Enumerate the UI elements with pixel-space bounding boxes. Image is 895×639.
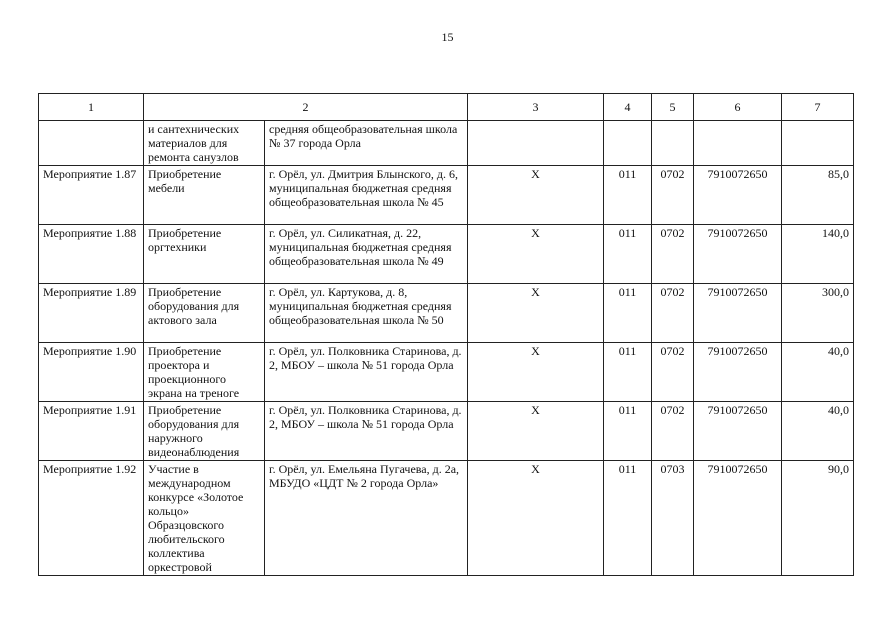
measure-address-cell: г. Орёл, ул. Силикатная, д. 22, муниципальная бюджетная средняя общеобразовательная школа № 49 xyxy=(265,225,468,284)
col5-cell: 0702 xyxy=(652,284,694,343)
measure-id-cell: Мероприятие 1.90 xyxy=(39,343,144,402)
col5-cell: 0702 xyxy=(652,166,694,225)
measure-id-cell: Мероприятие 1.87 xyxy=(39,166,144,225)
col4-cell: 011 xyxy=(604,402,652,461)
measure-name-cell: Приобретение проектора и проекционного экрана на треноге xyxy=(144,343,265,402)
col6-cell: 7910072650 xyxy=(694,402,782,461)
measure-id-cell: Мероприятие 1.88 xyxy=(39,225,144,284)
measure-name-cell: Участие в международном конкурсе «Золотое кольцо» Образцовского любительского коллектива оркестровой xyxy=(144,461,265,576)
table-row xyxy=(39,121,854,166)
col4-cell xyxy=(604,121,652,166)
table-row xyxy=(39,225,854,284)
amount-cell: 40,0 xyxy=(782,402,854,461)
col3-cell xyxy=(468,121,604,166)
measure-address-cell: г. Орёл, ул. Полковника Старинова, д. 2, МБОУ – школа № 51 города Орла xyxy=(265,343,468,402)
measure-address-cell: г. Орёл, ул. Полковника Старинова, д. 2, МБОУ – школа № 51 города Орла xyxy=(265,402,468,461)
header-col-3: 3 xyxy=(468,94,604,121)
measure-name-cell: Приобретение мебели xyxy=(144,166,265,225)
col4-cell: 011 xyxy=(604,166,652,225)
header-row xyxy=(39,94,854,121)
col5-cell: 0702 xyxy=(652,225,694,284)
col5-cell: 0702 xyxy=(652,402,694,461)
col5-cell: 0703 xyxy=(652,461,694,576)
header-col-6: 6 xyxy=(694,94,782,121)
measure-name-cell: Приобретение оборудования для наружного видеонаблюдения xyxy=(144,402,265,461)
amount-cell: 300,0 xyxy=(782,284,854,343)
measure-address-cell: г. Орёл, ул. Емельяна Пугачева, д. 2а, МБУДО «ЦДТ № 2 города Орла» xyxy=(265,461,468,576)
measure-address-cell: г. Орёл, ул. Дмитрия Блынского, д. 6, муниципальная бюджетная средняя общеобразовательная школа № 45 xyxy=(265,166,468,225)
table-row xyxy=(39,402,854,461)
measure-id-cell: Мероприятие 1.92 xyxy=(39,461,144,576)
table-row xyxy=(39,461,854,576)
table-row xyxy=(39,166,854,225)
page-number: 15 xyxy=(441,30,454,44)
measure-id-cell: Мероприятие 1.91 xyxy=(39,402,144,461)
col3-cell: Х xyxy=(468,225,604,284)
measures-table xyxy=(38,93,854,576)
col3-cell: Х xyxy=(468,343,604,402)
col3-cell: Х xyxy=(468,166,604,225)
col6-cell: 7910072650 xyxy=(694,225,782,284)
col5-cell: 0702 xyxy=(652,343,694,402)
col6-cell: 7910072650 xyxy=(694,284,782,343)
col6-cell xyxy=(694,121,782,166)
header-col-7: 7 xyxy=(782,94,854,121)
col5-cell xyxy=(652,121,694,166)
col3-cell: Х xyxy=(468,284,604,343)
amount-cell xyxy=(782,121,854,166)
col6-cell: 7910072650 xyxy=(694,461,782,576)
header-col-1: 1 xyxy=(39,94,144,121)
header-col-5: 5 xyxy=(652,94,694,121)
amount-cell: 40,0 xyxy=(782,343,854,402)
measure-name-cell: Приобретение оборудования для актового зала xyxy=(144,284,265,343)
col3-cell: Х xyxy=(468,402,604,461)
measure-name-cell: и сантехнических материалов для ремонта санузлов xyxy=(144,121,265,166)
measure-address-cell: средняя общеобразовательная школа № 37 города Орла xyxy=(265,121,468,166)
col6-cell: 7910072650 xyxy=(694,343,782,402)
measure-id-cell xyxy=(39,121,144,166)
col6-cell: 7910072650 xyxy=(694,166,782,225)
header-col-2: 2 xyxy=(144,94,468,121)
amount-cell: 85,0 xyxy=(782,166,854,225)
amount-cell: 140,0 xyxy=(782,225,854,284)
table-row xyxy=(39,343,854,402)
col4-cell: 011 xyxy=(604,461,652,576)
measure-address-cell: г. Орёл, ул. Картукова, д. 8, муниципальная бюджетная средняя общеобразовательная школа № 50 xyxy=(265,284,468,343)
col4-cell: 011 xyxy=(604,343,652,402)
col4-cell: 011 xyxy=(604,225,652,284)
col3-cell: Х xyxy=(468,461,604,576)
measure-id-cell: Мероприятие 1.89 xyxy=(39,284,144,343)
amount-cell: 90,0 xyxy=(782,461,854,576)
table-row xyxy=(39,284,854,343)
measure-name-cell: Приобретение оргтехники xyxy=(144,225,265,284)
col4-cell: 011 xyxy=(604,284,652,343)
header-col-4: 4 xyxy=(604,94,652,121)
